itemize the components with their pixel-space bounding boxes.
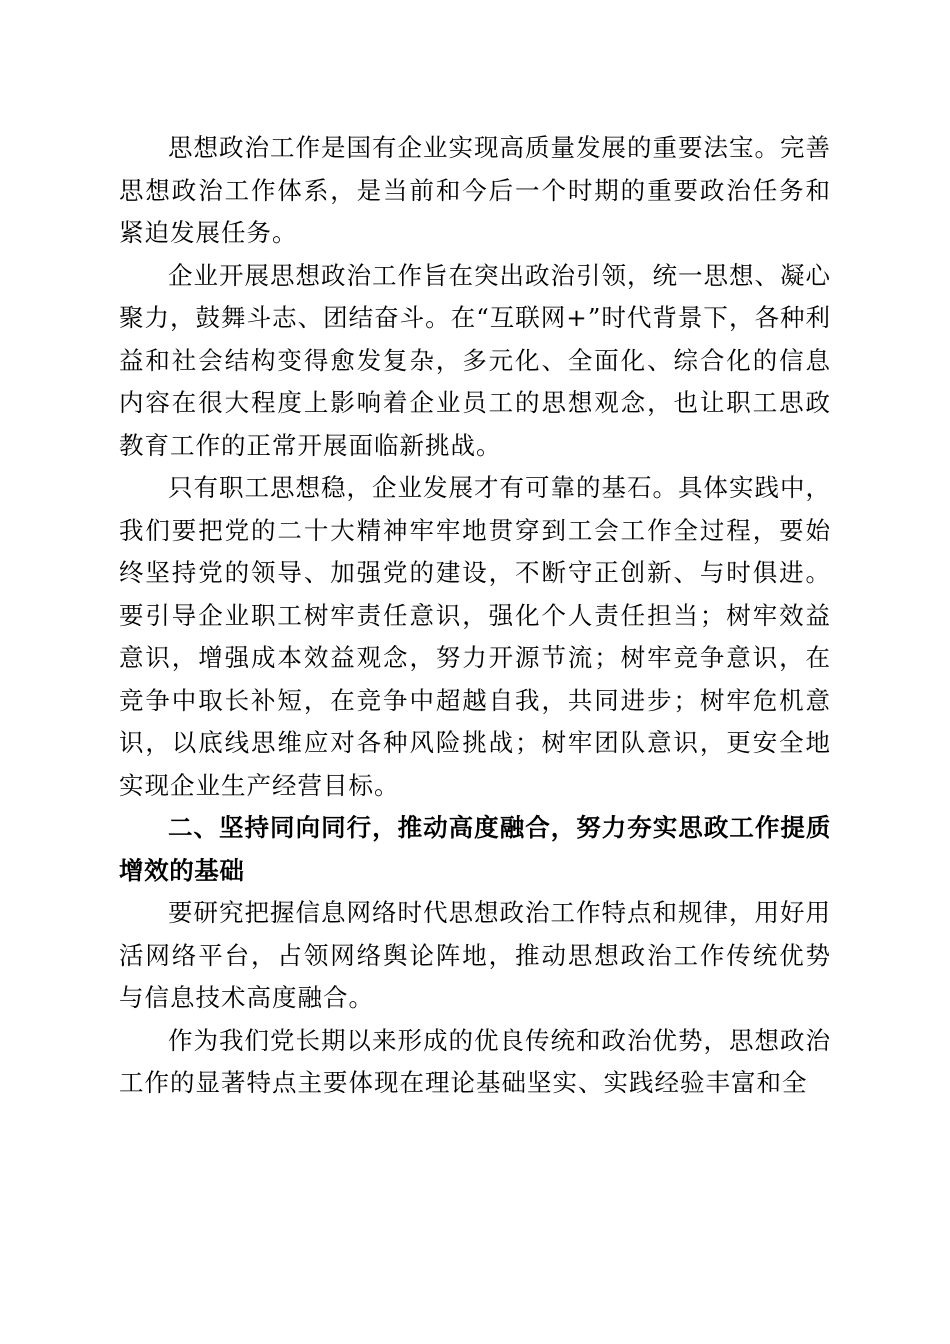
paragraph-intro: 思想政治工作是国有企业实现高质量发展的重要法宝。完善思想政治工作体系，是当前和今后一个时期的重要政治任务和紧迫发展任务。: [119, 133, 831, 247]
paragraph-network-platform: 要研究把握信息网络时代思想政治工作特点和规律，用好用活网络平台，占领网络舆论阵地，推动思想政治工作传统优势与信息技术高度融合。: [119, 898, 831, 1012]
paragraph-worker-thought: 只有职工思想稳，企业发展才有可靠的基石。具体实践中，我们要把党的二十大精神牢牢地贯穿到工会工作全过程，要始终坚持党的领导、加强党的建设，不断守正创新、与时俱进。要引导企业职工树牢责任意识，强化个人责任担当；树牢效益意识，增强成本效益观念，努力开源节流；树牢竞争意识，在竞争中取长补短，在竞争中超越自我，共同进步；树牢危机意识，以底线思维应对各种风险挑战；树牢团队意识，更安全地实现企业生产经营目标。: [119, 473, 831, 800]
paragraph-internet-era: 企业开展思想政治工作旨在突出政治引领，统一思想、凝心聚力，鼓舞斗志、团结奋斗。在“互联网+”时代背景下，各种利益和社会结构变得愈发复杂，多元化、全面化、综合化的信息内容在很大程度上影响着企业员工的思想观念，也让职工思政教育工作的正常开展面临新挑战。: [119, 260, 831, 460]
section-heading: 二、坚持同向同行，推动高度融合，努力夯实思政工作提质增效的基础: [119, 813, 831, 885]
paragraph-tradition: 作为我们党长期以来形成的优良传统和政治优势，思想政治工作的显著特点主要体现在理论基础坚实、实践经验丰富和全: [119, 1025, 831, 1097]
document-body: [119, 127, 831, 1105]
